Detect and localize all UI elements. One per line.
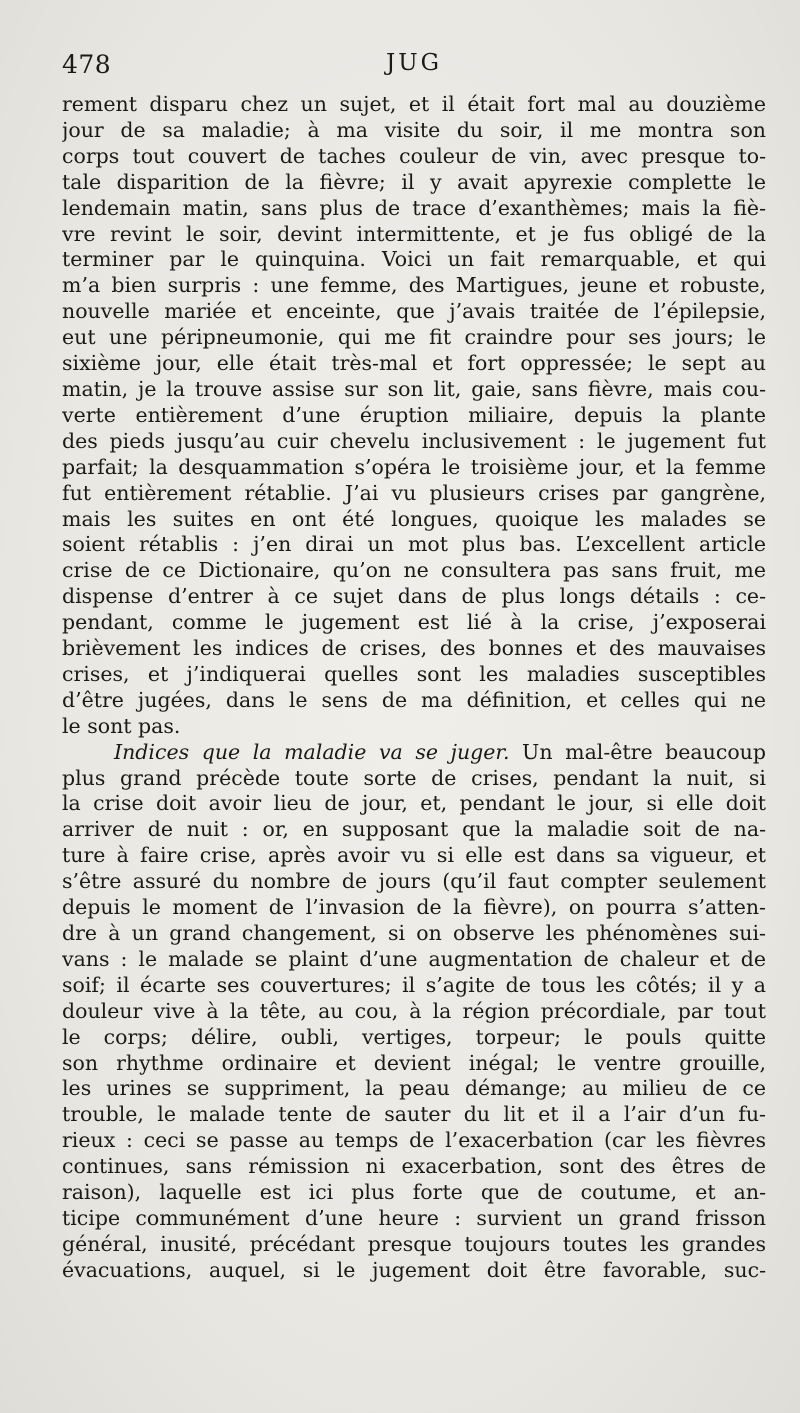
text-line: crise de ce Dictionaire, qu’on ne consultera pas sans fruit, me [62,558,766,583]
text-line: douleur vive à la tête, au cou, à la région précordiale, par tout [62,998,766,1023]
running-head: JUG [386,50,442,76]
text-line: vre revint le soir, devint intermittente, et je fus obligé de la [62,221,766,246]
text-line: m’a bien surpris : une femme, des Martigues, jeune et robuste, [62,273,766,298]
text-line: vans : le malade se plaint d’une augmentation de chaleur et de [62,946,766,971]
text-line: dre à un grand changement, si on observe les phénomènes sui- [62,921,766,945]
text-line-first [62,740,766,766]
text-line: les urines se suppriment, la peau démange; au milieu de ce [62,1076,766,1101]
text-line: soient rétablis : j’en dirai un mot plus bas. L’excellent article [62,532,766,557]
text-line: d’être jugées, dans le sens de ma définition, et celles qui ne [62,687,766,712]
text-line: évacuations, auquel, si le jugement doit être favorable, suc- [62,1257,766,1282]
text-fragment: Un mal-être beaucoup [509,739,766,764]
text-line: soif; il écarte ses couvertures; il s’agite de tous les côtés; il y a [62,972,766,997]
page-number: 478 [62,50,112,79]
text-line: continues, sans rémission ni exacerbation, sont des êtres de [62,1154,766,1179]
text-line: lendemain matin, sans plus de trace d’exanthèmes; mais la fiè- [62,195,766,220]
page-header [62,40,766,92]
text-line: des pieds jusqu’au cuir chevelu inclusivement : le jugement fut [62,428,766,453]
text-line: eut une péripneumonie, qui me fit craindre pour ses jours; le [62,325,766,350]
text-line: s’être assuré du nombre de jours (qu’il faut compter seulement [62,869,766,894]
text-line: trouble, le malade tente de sauter du lit et il a l’air d’un fu- [62,1102,766,1127]
paragraph-1 [62,92,766,740]
text-line: corps tout couvert de taches couleur de vin, avec presque to- [62,143,766,168]
text-line: son rhythme ordinaire et devient inégal; le ventre grouille, [62,1050,766,1075]
text-line: la crise doit avoir lieu de jour, et, pendant le jour, si elle doit [62,791,766,816]
text-line: tale disparition de la fièvre; il y avait apyrexie complette le [62,169,766,194]
text-line: crises, et j’indiquerai quelles sont les maladies susceptibles [62,661,766,686]
text-line: nouvelle mariée et enceinte, que j’avais traitée de l’épilepsie, [62,299,766,324]
text-line: rieux : ceci se passe au temps de l’exacerbation (car les fièvres [62,1128,766,1153]
text-line: général, inusité, précédant presque toujours toutes les grandes [62,1231,766,1256]
text-line: mais les suites en ont été longues, quoique les malades se [62,506,766,531]
text-line: verte entièrement d’une éruption miliaire, depuis la plante [62,402,766,427]
text-line: brièvement les indices de crises, des bonnes et des mauvaises [62,636,766,661]
text-line: le corps; délire, oubli, vertiges, torpeur; le pouls quitte [62,1024,766,1049]
text-line: sixième jour, elle était très-mal et fort oppressée; le sept au [62,351,766,376]
text-line: fut entièrement rétablie. J’ai vu plusieurs crises par gangrène, [62,480,766,505]
text-line: plus grand précède toute sorte de crises, pendant la nuit, si [62,765,766,790]
text-line: jour de sa maladie; à ma visite du soir, il me montra son [62,117,766,142]
text-line: raison), laquelle est ici plus forte que de coutume, et an- [62,1180,766,1205]
text-line: dispense d’entrer à ce sujet dans de plus longs détails : ce- [62,584,766,609]
body-text [62,92,766,1284]
text-line: ticipe communément d’une heure : survient un grand frisson [62,1205,766,1230]
text-line: pendant, comme le jugement est lié à la crise, j’exposerai [62,610,766,635]
text-line: ture à faire crise, après avoir vu si elle est dans sa vigueur, et [62,843,766,868]
text-line: terminer par le quinquina. Voici un fait remarquable, et qui [62,247,766,272]
text-line: rement disparu chez un sujet, et il était fort mal au douzième [62,92,766,116]
paragraph-2 [62,740,766,1284]
section-heading: Indices que la maladie va se juger. [114,739,510,764]
text-line: parfait; la desquammation s’opéra le troisième jour, et la femme [62,454,766,479]
text-line: matin, je la trouve assise sur son lit, gaie, sans fièvre, mais cou- [62,376,766,401]
text-line: depuis le moment de l’invasion de la fièvre), on pourra s’atten- [62,895,766,920]
text-line: arriver de nuit : or, en supposant que la maladie soit de na- [62,817,766,842]
text-line: le sont pas. [62,713,181,738]
